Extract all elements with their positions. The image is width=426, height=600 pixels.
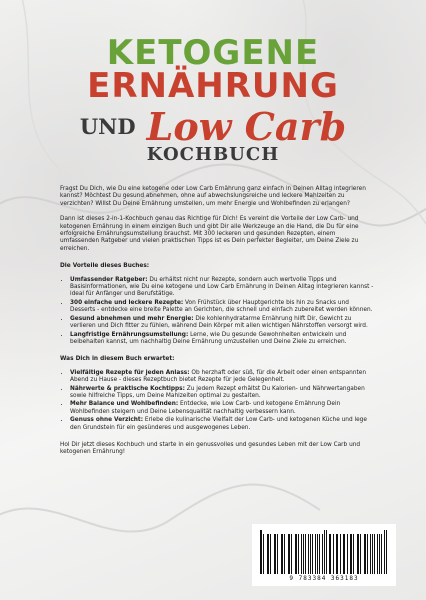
list-item [70, 300, 376, 315]
list-item-title: Langfristige Ernährungsumstellung: [70, 331, 189, 338]
list-item-title: Mehr Balance und Wohlbefinden: [70, 401, 179, 408]
barcode-bar [270, 534, 271, 574]
list-item-text: Lerne, wie Du gesunde Gewohnheiten entwickeln und beibehalten kannst, um nachhaltig Deine Ernährung umzustellen und Deine Ziele zu erreichen. [70, 331, 347, 345]
list-item-title: Gesund abnehmen und mehr Energie: [70, 315, 194, 322]
title-ketogene: KETOGENE [106, 33, 320, 73]
title-kochbuch: KOCHBUCH [146, 144, 280, 165]
list-item-text: Entdecke, wie Low Carb- und ketogene Ernährung Dein Wohlbefinden steigern und Deine Lebensqualität nachhaltig verbessern kann. [70, 401, 341, 415]
list-item-text: Von Frühstück über Hauptgerichte bis hin zu Snacks und Desserts - entdecke eine breite Palette an Gerichten, die schnell und einfach zubereitet werden können. [70, 299, 373, 314]
expectations-list [60, 370, 376, 432]
barcode-bar [291, 534, 292, 574]
list-item [70, 386, 376, 401]
barcode-bar [357, 534, 358, 574]
list-item [70, 401, 376, 416]
title-und: UND [79, 114, 136, 139]
list-item [70, 332, 376, 347]
list-item-title: Genuss ohne Verzicht: [70, 417, 144, 424]
title-ernaehrung: ERNÄHRUNG [87, 66, 339, 106]
list-item-text: Du erhältst nicht nur Rezepte, sondern auch wertvolle Tipps und Basisinformationen, wie Du eine ketogene und Low Carb Ernährung in Deinen Alltag integrieren kannst - ideal für Anfänger und Berufstätige. [70, 276, 374, 298]
list-item-text: Erlebe die kulinarische Vielfalt der Low Carb- und ketogenen Küche und lege den Grundstein für ein gesünderes und ausgewogenes Leben. [70, 417, 367, 431]
description-text [60, 186, 376, 465]
list-item-title: Nährwerte & praktische Kochtipps: [70, 385, 185, 392]
benefits-list [60, 277, 376, 347]
barcode-bars [260, 530, 388, 574]
barcode-bar [312, 534, 313, 574]
barcode-bar [333, 534, 334, 574]
intro-paragraph-2: Dann ist dieses 2-in-1-Kochbuch genau das Richtige für Dich! Es vereint die Vorteile der Low Carb- und ketogenen Ernährung in einem einzigen Buch und gibt Dir alle Werkzeuge an die Hand, die Du für eine erfolgreiche Ernährungsumstellung brauchst. Mit 300 leckeren und gesunden Rezepten, einem umfassenden Ratgeber und vielen praktischen Tipps ist es Dein perfekter Begleiter, um Deine Ziele zu erreichen. [60, 216, 359, 252]
closing-paragraph: Hol Dir jetzt dieses Kochbuch und starte in ein genussvolles und gesundes Leben mit der Low Carb und ketogenen Ernährung! [60, 441, 361, 456]
list-item-text: Zu jedem Rezept erhältst Du Kalorien- und Nährwertangaben sowie hilfreiche Tipps, um Deine Mahlzeiten optimal zu gestalten. [70, 385, 365, 399]
title-low-carb: Low Carb [146, 104, 347, 149]
list-item-title: Umfassender Ratgeber: [70, 276, 148, 283]
barcode-digits: 9 783384 363183 [289, 575, 359, 582]
heading-vorteile: Die Vorteile dieses Buches: [60, 263, 150, 270]
list-item [70, 277, 376, 299]
list-item [70, 417, 376, 432]
list-item-title: 300 einfache und leckere Rezepte: [70, 299, 184, 306]
heading-erwartet: Was Dich in diesem Buch erwartet: [60, 356, 175, 363]
list-item [70, 316, 376, 331]
title-und-low-carb [0, 104, 426, 149]
list-item-text: Ob herzhaft oder süß, für die Arbeit oder einen entspannten Abend zu Hause - dieses Rezeptbuch bietet Rezepte für jede Gelegenheit. [70, 369, 367, 384]
barcode [252, 524, 396, 586]
list-item [70, 370, 376, 385]
list-item-text: Die kohlenhydratarme Ernährung hilft Dir, Gewicht zu verlieren und Dich fitter zu fühlen, während Dein Körper mit allen wichtigen Nährstoffen versorgt wird. [70, 315, 368, 330]
barcode-bar [377, 534, 378, 574]
intro-paragraph-1: Fragst Du Dich, wie Du eine ketogene oder Low Carb Ernährung ganz einfach in Deinen Alltag integrieren kannst? Möchtest Du gesund abnehmen, ohne auf abwechslungsreiche und leckere Mahlzeiten zu verzichten? Willst Du Deine Ernährung umstellen, um mehr Energie und Wohlbefinden zu erlangen? [60, 186, 366, 207]
list-item-title: Vielfältige Rezepte für jeden Anlass: [70, 369, 190, 376]
